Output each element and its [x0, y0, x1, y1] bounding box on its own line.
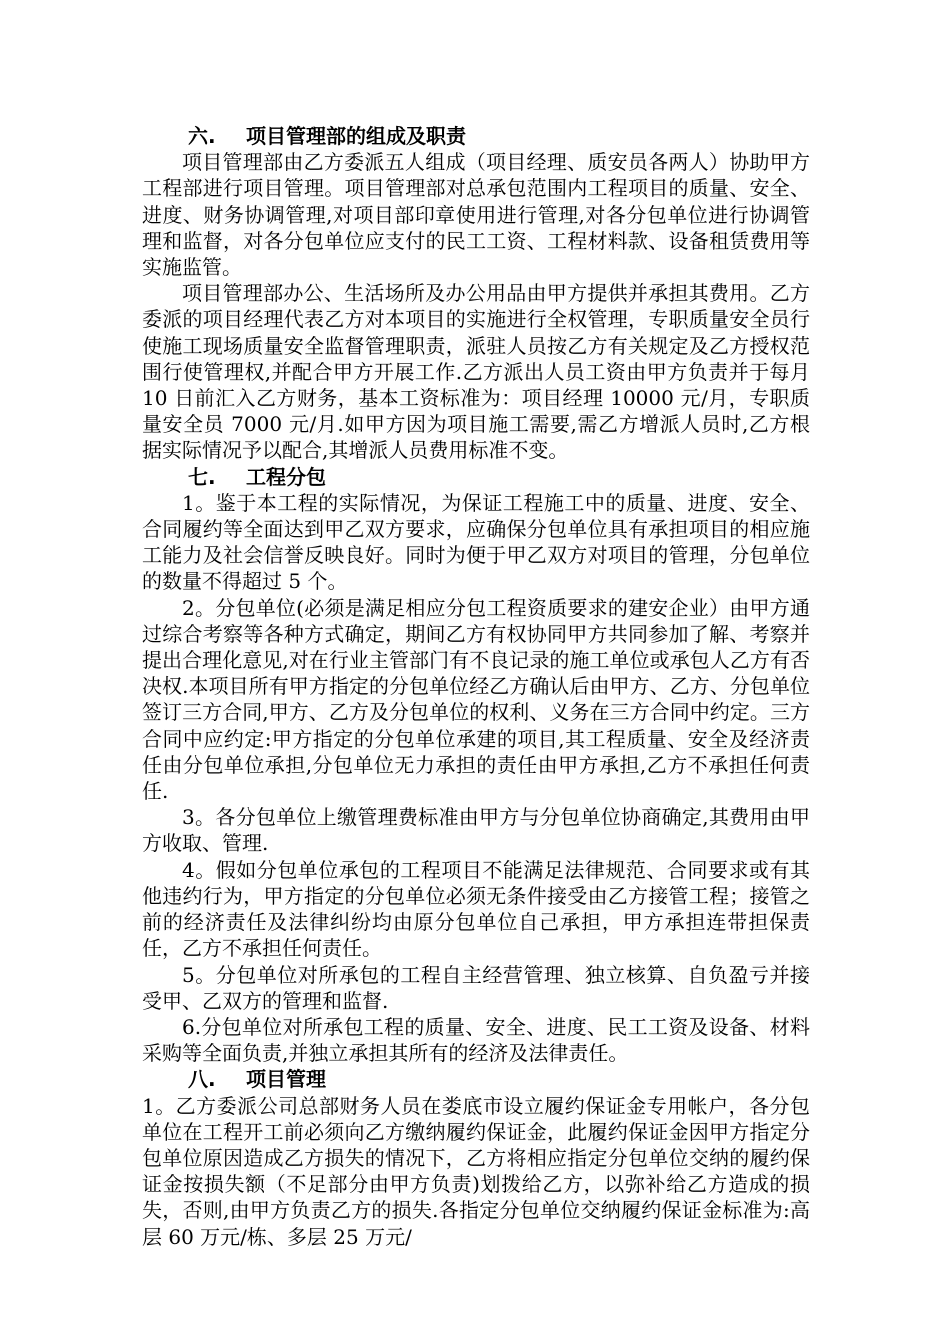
section-number: 六.	[188, 124, 216, 148]
section-number: 八.	[188, 1067, 216, 1092]
paragraph: 3。各分包单位上缴管理费标准由甲方与分包单位协商确定,其费用由甲方收取、管理.	[142, 805, 810, 856]
section-title: 项目管理部的组成及职责	[246, 124, 466, 148]
paragraph: 1。鉴于本工程的实际情况，为保证工程施工中的质量、进度、安全、合同履约等全面达到甲乙双方要求，应确保分包单位具有承担项目的相应施工能力及社会信誉反映良好。同时为便于甲乙双方对项目的管理，分包单位的数量不得超过 5 个。	[142, 490, 810, 594]
paragraph: 4。假如分包单位承包的工程项目不能满足法律规范、合同要求或有其他违约行为，甲方指定的分包单位必须无条件接受由乙方接管工程；接管之前的经济责任及法律纠纷均由原分包单位自己承担，甲方承担连带担保责任，乙方不承担任何责任。	[142, 857, 810, 961]
section-heading	[142, 1066, 810, 1092]
section-title: 工程分包	[246, 464, 326, 489]
section-heading	[142, 464, 810, 490]
paragraph: 6.分包单位对所承包工程的质量、安全、进度、民工工资及设备、材料采购等全面负责,并独立承担其所有的经济及法律责任。	[142, 1014, 810, 1066]
section-number: 七.	[188, 464, 216, 489]
paragraph: 1。乙方委派公司总部财务人员在娄底市设立履约保证金专用帐户，各分包单位在工程开工前必须向乙方缴纳履约保证金，此履约保证金因甲方指定分包单位原因造成乙方损失的情况下，乙方将相应指定分包单位交纳的履约保证金按损失额（不足部分由甲方负责)划拨给乙方，以弥补给乙方造成的损失，否则,由甲方负责乙方的损失.各指定分包单位交纳履约保证金标准为:高层 60 万元/栋、多层 25 万元/	[142, 1093, 810, 1249]
paragraph: 5。分包单位对所承包的工程自主经营管理、独立核算、自负盈亏并接受甲、乙双方的管理和监督.	[142, 962, 810, 1013]
paragraph: 项目管理部由乙方委派五人组成（项目经理、质安员各两人）协助甲方工程部进行项目管理。项目管理部对总承包范围内工程项目的质量、安全、进度、财务协调管理,对项目部印章使用进行管理,对各分包单位进行协调管理和监督，对各分包单位应支付的民工工资、工程材料款、设备租赁费用等实施监管。	[142, 150, 810, 280]
document-body	[142, 123, 810, 1250]
paragraph: 项目管理部办公、生活场所及办公用品由甲方提供并承担其费用。乙方委派的项目经理代表乙方对本项目的实施进行全权管理，专职质量安全员行使施工现场质量安全监督管理职责，派驻人员按乙方有关规定及乙方授权范围行使管理权,并配合甲方开展工作.乙方派出人员工资由甲方负责并于每月 10 日前汇入乙方财务，基本工资标准为：项目经理 10000 元/月，专职质量安全员 7000 元/月.如甲方因为项目施工需要,需乙方增派人员时,乙方根据实际情况予以配合,其增派人员费用标准不变。	[142, 281, 810, 463]
section-title: 项目管理	[246, 1067, 326, 1092]
paragraph: 2。分包单位(必须是满足相应分包工程资质要求的建安企业）由甲方通过综合考察等各种方式确定，期间乙方有权协同甲方共同参加了解、考察并提出合理化意见,对在行业主管部门有不良记录的施工单位或承包人乙方有否决权.本项目所有甲方指定的分包单位经乙方确认后由甲方、乙方、分包单位签订三方合同,甲方、乙方及分包单位的权利、义务在三方合同中约定。三方合同中应约定:甲方指定的分包单位承建的项目,其工程质量、安全及经济责任由分包单位承担,分包单位无力承担的责任由甲方承担,乙方不承担任何责任.	[142, 595, 810, 804]
section-heading	[142, 123, 810, 149]
